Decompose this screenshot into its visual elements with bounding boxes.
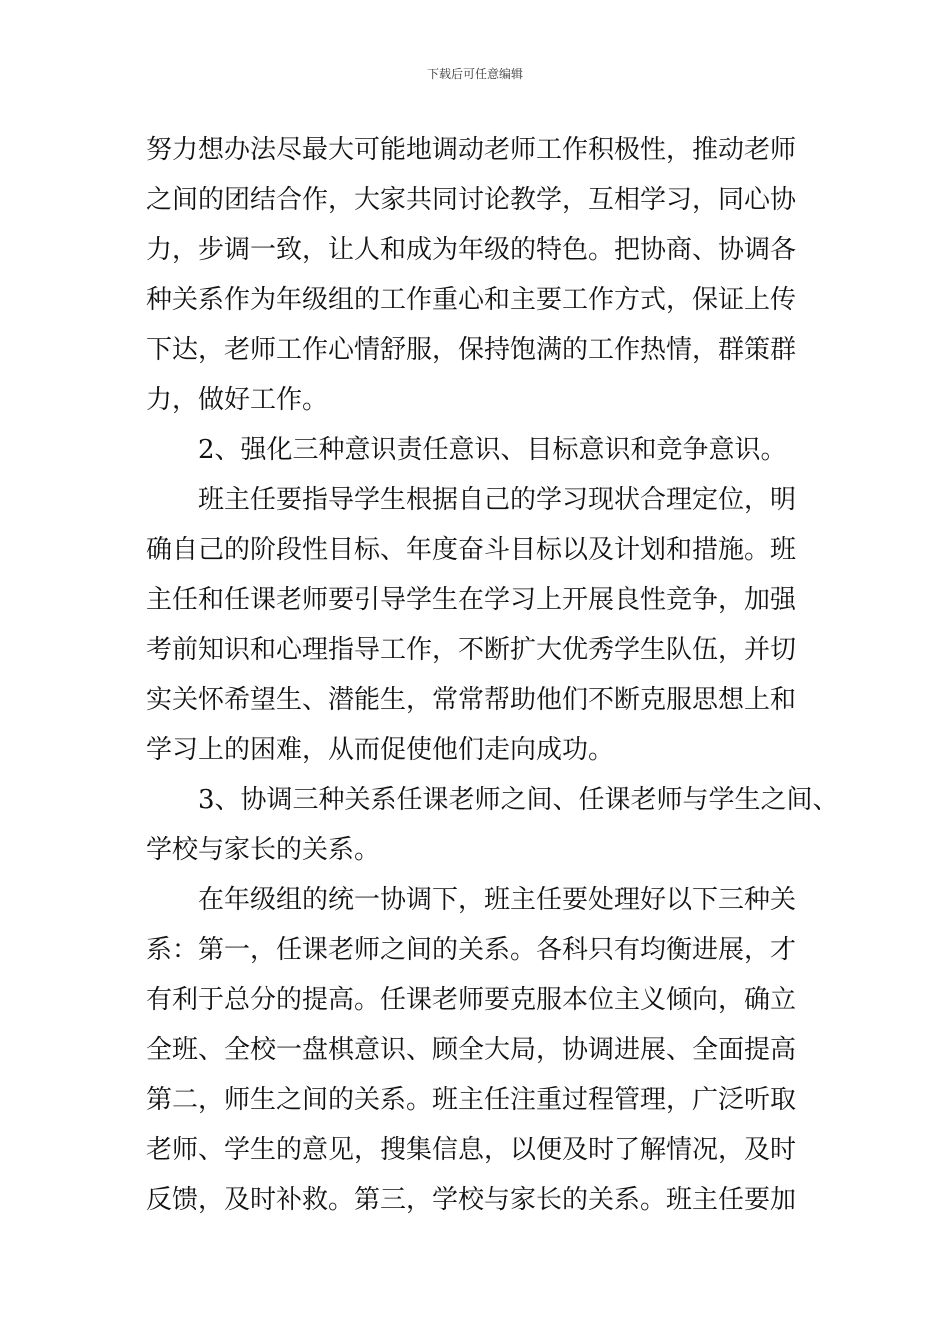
body-line: 全班、全校一盘棋意识、顾全大局，协调进展、全面提高 bbox=[146, 1035, 797, 1065]
body-line: 之间的团结合作，大家共同讨论教学，互相学习，同心协 bbox=[146, 185, 797, 215]
body-line: 确自己的阶段性目标、年度奋斗目标以及计划和措施。班 bbox=[146, 535, 797, 565]
body-line: 班主任要指导学生根据自己的学习现状合理定位，明 bbox=[198, 485, 797, 515]
body-line: 有利于总分的提高。任课老师要克服本位主义倾向，确立 bbox=[146, 985, 797, 1015]
body-line: 系：第一，任课老师之间的关系。各科只有均衡进展，才 bbox=[146, 935, 797, 965]
body-line: 学校与家长的关系。 bbox=[146, 835, 381, 865]
body-line: 下达，老师工作心情舒服，保持饱满的工作热情，群策群 bbox=[146, 335, 797, 365]
body-line: 力，做好工作。 bbox=[146, 385, 329, 415]
page-header-note: 下载后可任意编辑 bbox=[426, 67, 523, 81]
body-line: 第二，师生之间的关系。班主任注重过程管理，广泛听取 bbox=[146, 1085, 797, 1115]
body-line: 力，步调一致，让人和成为年级的特色。把协商、协调各 bbox=[146, 235, 797, 265]
body-line: 学习上的困难，从而促使他们走向成功。 bbox=[146, 735, 615, 765]
body-line: 种关系作为年级组的工作重心和主要工作方式，保证上传 bbox=[146, 285, 797, 315]
body-line: 3、协调三种关系任课老师之间、任课老师与学生之间、 bbox=[198, 785, 839, 815]
body-line: 实关怀希望生、潜能生，常常帮助他们不断克服思想上和 bbox=[146, 685, 797, 715]
body-line: 2、强化三种意识责任意识、目标意识和竞争意识。 bbox=[198, 435, 787, 465]
body-line: 在年级组的统一协调下，班主任要处理好以下三种关 bbox=[198, 885, 797, 915]
body-line: 考前知识和心理指导工作，不断扩大优秀学生队伍，并切 bbox=[146, 635, 797, 665]
body-line: 努力想办法尽最大可能地调动老师工作积极性，推动老师 bbox=[146, 135, 797, 165]
body-text bbox=[146, 125, 839, 1225]
body-line: 反馈，及时补救。第三，学校与家长的关系。班主任要加 bbox=[146, 1185, 797, 1215]
body-line: 主任和任课老师要引导学生在学习上开展良性竞争，加强 bbox=[146, 585, 797, 615]
body-line: 老师、学生的意见，搜集信息，以便及时了解情况，及时 bbox=[146, 1135, 797, 1165]
